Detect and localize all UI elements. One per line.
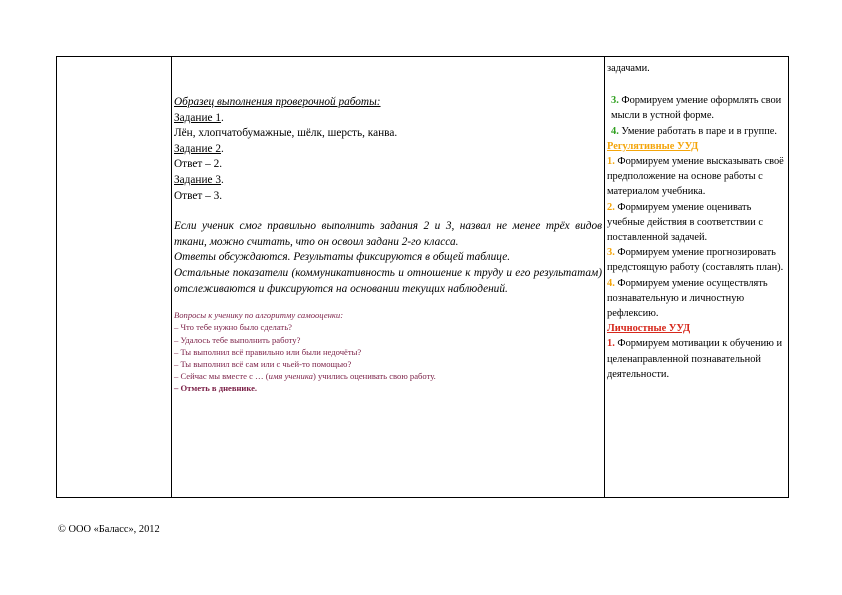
reg-item-3: 3. Формируем умение прогнозировать предстоящую работу (составлять план). bbox=[607, 247, 784, 274]
personal-heading: Личностные УУД bbox=[607, 323, 691, 335]
question-1: – Что тебе нужно было сделать? bbox=[174, 322, 292, 333]
sample-title: Образец выполнения проверочной работы: bbox=[174, 96, 381, 108]
comm-item-3: 3. Формируем умение оформлять свои мысли в устной форме. bbox=[611, 95, 782, 122]
question-4: – Ты выполнил всё сам или с чьей-то помощью? bbox=[174, 358, 352, 369]
table-top-border bbox=[56, 56, 788, 57]
comm-item-4: 4. Умение работать в паре и в группе. bbox=[611, 125, 777, 137]
discussion-paragraph: Ответы обсуждаются. Результаты фиксируются в общей таблице. bbox=[174, 251, 511, 264]
task3-answer: Ответ – 3. bbox=[174, 189, 223, 202]
continued-text: задачами. bbox=[607, 63, 650, 74]
question-5: – Сейчас мы вместе с … (имя ученика) учились оценивать свою работу. bbox=[174, 371, 436, 382]
task3-line: Задание 3. bbox=[174, 173, 224, 186]
table-right-border bbox=[788, 56, 789, 498]
task2-answer: Ответ – 2. bbox=[174, 158, 223, 171]
right-column bbox=[607, 61, 787, 382]
regulatory-heading: Регулятивные УУД bbox=[607, 140, 699, 152]
task2-line: Задание 2. bbox=[174, 142, 224, 155]
question-2: – Удалось тебе выполнить работу? bbox=[174, 334, 301, 345]
middle-column bbox=[174, 95, 602, 395]
pers-item-1: 1. Формируем мотивации к обучению и целенаправленной познавательной деятельности. bbox=[607, 338, 783, 380]
assessment-paragraph: Если ученик смог правильно выполнить задания 2 и 3, назвал не менее трёх видов ткани, можно считать, что он освоил задани 2-го класса. bbox=[174, 220, 602, 248]
task3-label: Задание 3 bbox=[174, 173, 222, 186]
table-bottom-border bbox=[56, 497, 788, 498]
task2-label: Задание 2 bbox=[174, 142, 222, 155]
task1-line: Задание 1. bbox=[174, 111, 224, 124]
table-left-border bbox=[56, 56, 57, 498]
task1-label: Задание 1 bbox=[174, 111, 222, 124]
table-col-divider-1 bbox=[171, 56, 172, 498]
question-6: – Отметь в дневнике. bbox=[174, 383, 258, 394]
student-name-placeholder: имя ученика bbox=[268, 371, 313, 382]
reg-item-4: 4. Формируем умение осуществлять познавательную и личностную рефлексию. bbox=[607, 277, 768, 320]
copyright-footer: © ООО «Баласс», 2012 bbox=[58, 524, 160, 535]
reg-item-2: 2. Формируем умение оценивать учебные действия в соответствии с поставленной задачей. bbox=[607, 201, 763, 244]
task1-answer: Лён, хлопчатобумажные, шёлк, шерсть, канва. bbox=[174, 127, 398, 140]
question-3: – Ты выполнил всё правильно или были недочёты? bbox=[174, 346, 362, 357]
observation-paragraph: Остальные показатели (коммуникативность и отношение к труду и его результатам) отслеживаются и фиксируются на основании текущих наблюдений. bbox=[174, 266, 602, 295]
table-col-divider-2 bbox=[604, 56, 605, 498]
questions-heading: Вопросы к ученику по алгоритму самооценки: bbox=[174, 310, 344, 321]
self-assessment-questions bbox=[174, 309, 602, 394]
reg-item-1: 1. Формируем умение высказывать своё предположение на основе работы с материалом учебника. bbox=[607, 156, 784, 198]
